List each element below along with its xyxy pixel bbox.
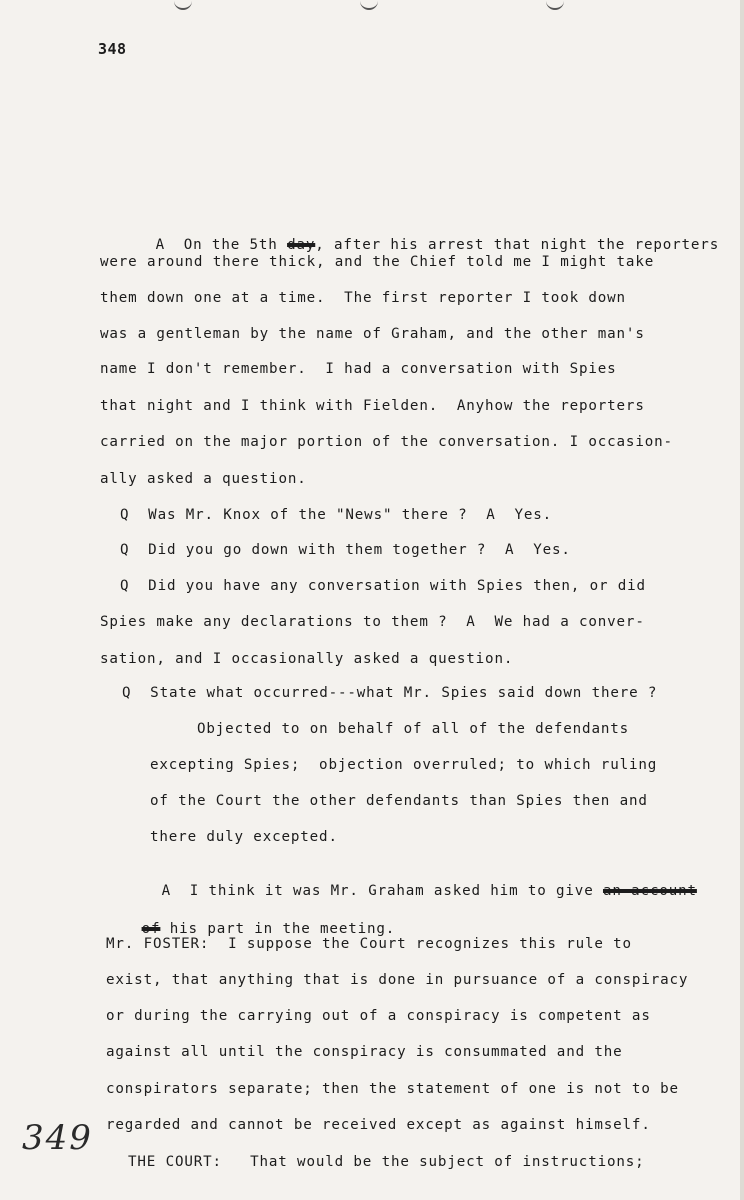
transcript-line: there duly excepted. <box>150 829 338 845</box>
transcript-line: Spies make any declarations to them ? A We had a conver- <box>100 614 645 630</box>
transcript-line: that night and I think with Fielden. Anyhow the reporters <box>100 398 645 414</box>
transcript-line: excepting Spies; objection overruled; to which ruling <box>150 757 658 773</box>
transcript-line: against all until the conspiracy is consummated and the <box>106 1044 623 1060</box>
transcript-line: was a gentleman by the name of Graham, and the other man's <box>100 326 645 342</box>
transcript-line: them down one at a time. The first reporter I took down <box>100 290 626 306</box>
transcript-line: Q State what occurred---what Mr. Spies said down there ? <box>122 685 658 701</box>
page-number: 348 <box>98 40 127 58</box>
transcript-line: regarded and cannot be received except as against himself. <box>106 1117 651 1133</box>
transcript-line: carried on the major portion of the conversation. I occasion- <box>100 434 673 450</box>
punch-hole-mark <box>174 0 192 10</box>
handwritten-page-number: 349 <box>22 1118 93 1158</box>
transcript-line: conspirators separate; then the statement of one is not to be <box>106 1081 679 1097</box>
transcript-line: of his part in the meeting. <box>141 921 396 937</box>
transcript-line: ally asked a question. <box>100 471 307 487</box>
transcript-line: were around there thick, and the Chief told me I might take <box>100 254 655 270</box>
punch-hole-mark <box>546 0 564 10</box>
transcript-line: Q Was Mr. Knox of the "News" there ? A Yes. <box>120 507 553 523</box>
transcript-line: Mr. FOSTER: I suppose the Court recognizes this rule to <box>106 936 632 952</box>
transcript-line: A I think it was Mr. Graham asked him to give an account <box>161 883 697 899</box>
transcript-line: Objected to on behalf of all of the defendants <box>197 721 630 737</box>
transcript-line: of the Court the other defendants than Spies then and <box>150 793 648 809</box>
punch-hole-mark <box>360 0 378 10</box>
transcript-line: name I don't remember. I had a conversation with Spies <box>100 361 617 377</box>
transcript-line: or during the carrying out of a conspiracy is competent as <box>106 1008 651 1024</box>
transcript-line: Q Did you have any conversation with Spies then, or did <box>120 578 646 594</box>
page-edge <box>740 0 744 1200</box>
transcript-line: sation, and I occasionally asked a question. <box>100 651 514 667</box>
transcript-line: THE COURT: That would be the subject of instructions; <box>128 1154 645 1170</box>
transcript-line: Q Did you go down with them together ? A Yes. <box>120 542 571 558</box>
transcript-line: A On the 5th day, after his arrest that night the reporters <box>155 237 720 253</box>
transcript-line: exist, that anything that is done in pursuance of a conspiracy <box>106 972 689 988</box>
